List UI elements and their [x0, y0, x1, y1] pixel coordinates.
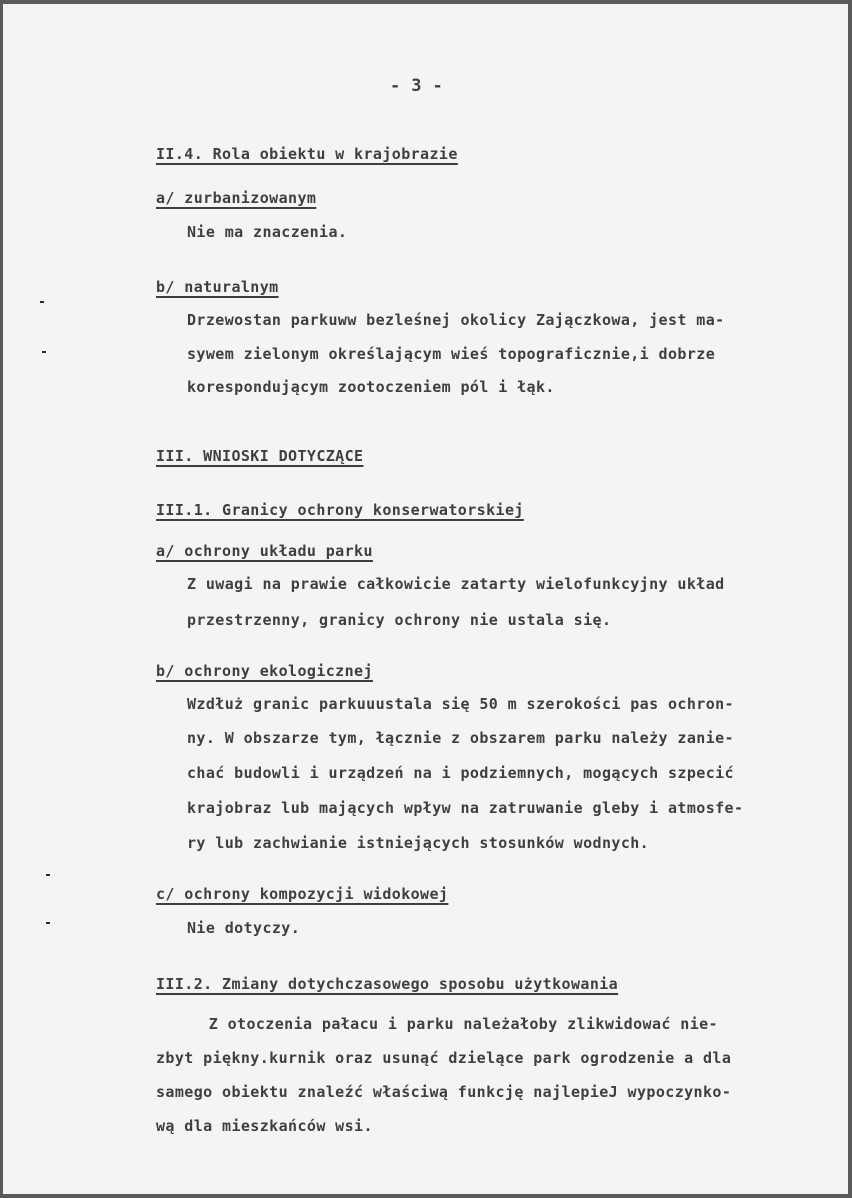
paragraph-line: wą dla mieszkańców wsi.: [156, 1117, 373, 1135]
margin-mark: [40, 301, 44, 303]
paragraph-line: sywem zielonym określającym wieś topograficznie,i dobrze: [187, 345, 716, 363]
section-heading-III: III. WNIOSKI DOTYCZĄCE: [156, 447, 364, 465]
paragraph-line: zbyt piękny.kurnik oraz usunąć dzielące park ogrodzenie a dla: [156, 1049, 732, 1067]
item-a-label: a/ ochrony układu parku: [156, 542, 373, 560]
paragraph-line: Z uwagi na prawie całkowicie zatarty wielofunkcyjny układ: [187, 575, 725, 593]
section-heading-III1: III.1. Granicy ochrony konserwatorskiej: [156, 501, 524, 519]
paragraph-line: korespondującym zootoczeniem pól i łąk.: [187, 378, 555, 396]
paragraph-line: krajobraz lub mających wpływ na zatruwanie gleby i atmosfe-: [187, 799, 744, 817]
paragraph-line: samego obiektu znaleźć właściwą funkcję najlepieJ wypoczynko-: [156, 1083, 732, 1101]
paragraph-line: przestrzenny, granicy ochrony nie ustala się.: [187, 611, 612, 629]
margin-mark: [46, 874, 50, 876]
paragraph-line: Wzdłuż granic parkuuustala się 50 m szerokości pas ochron-: [187, 695, 734, 713]
paragraph-line: ny. W obszarze tym, łącznie z obszarem parku należy zanie-: [187, 729, 734, 747]
paragraph-line: ry lub zachwianie istniejących stosunków wodnych.: [187, 834, 650, 852]
paragraph-line: chać budowli i urządzeń na i podziemnych, mogących szpecić: [187, 764, 734, 782]
item-b-label: b/ ochrony ekologicznej: [156, 662, 373, 680]
paragraph-line: Z otoczenia pałacu i parku należałoby zlikwidować nie-: [171, 1015, 718, 1033]
item-a-text: Nie ma znaczenia.: [187, 223, 348, 241]
item-c-text: Nie dotyczy.: [187, 919, 301, 937]
margin-mark: [46, 922, 50, 924]
margin-mark: [42, 351, 46, 353]
section-heading-III2: III.2. Zmiany dotychczasowego sposobu użytkowania: [156, 975, 619, 993]
paragraph-line: Drzewostan parkuww bezleśnej okolicy Zajączkowa, jest ma-: [187, 311, 725, 329]
item-a-label: a/ zurbanizowanym: [156, 189, 317, 207]
section-heading-II4: II.4. Rola obiektu w krajobrazie: [156, 145, 458, 163]
item-b-label: b/ naturalnym: [156, 278, 279, 296]
document-page: [3, 4, 848, 1194]
item-c-label: c/ ochrony kompozycji widokowej: [156, 885, 449, 903]
page-number: - 3 -: [390, 76, 444, 96]
